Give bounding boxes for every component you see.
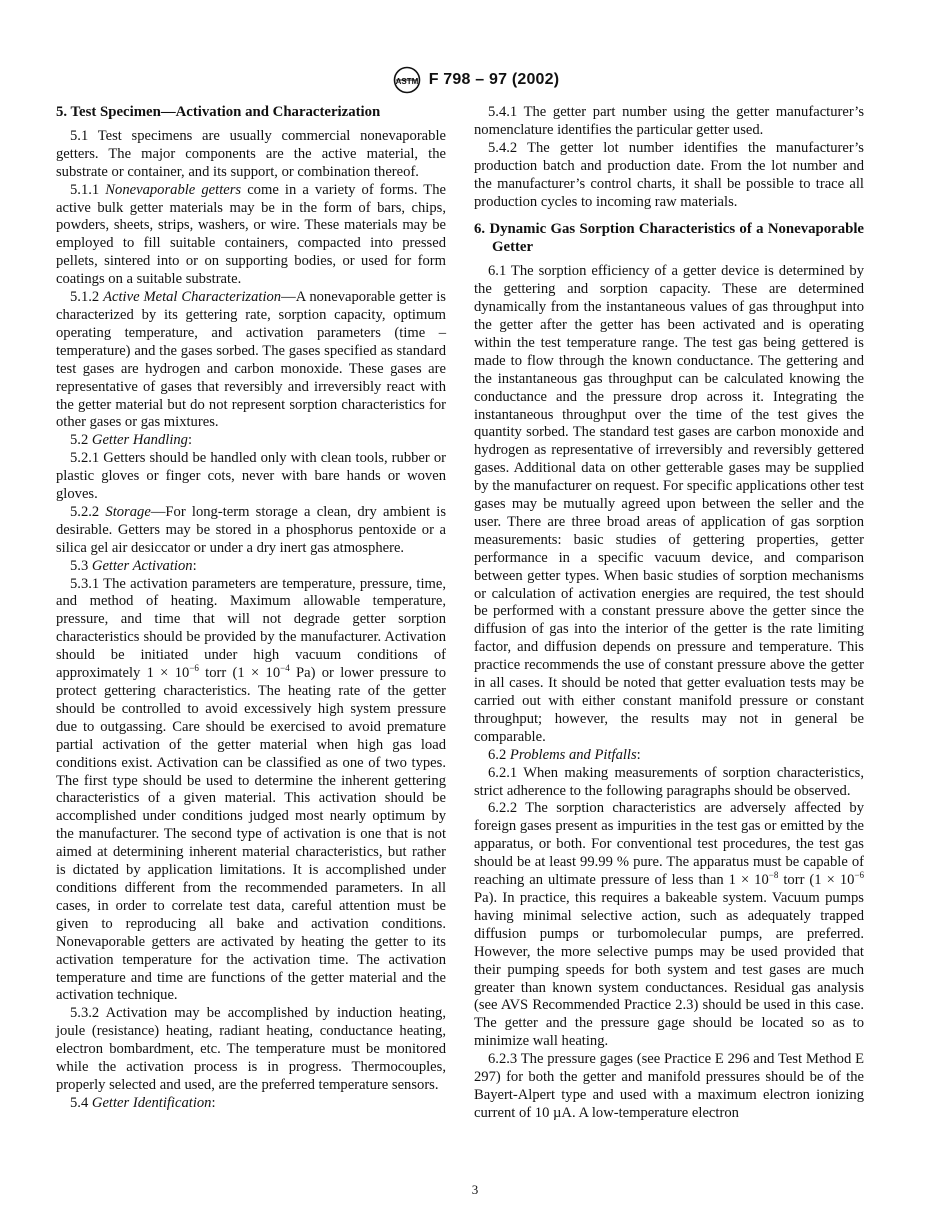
- paragraph-5-1-1: 5.1.1 Nonevaporable getters come in a variety of forms. The active bulk getter materials may be in the form of bars, chips, powders, sheets, strips, washers, or wire. These materials may be employed to fill suitable containers, compacted into pressed pellets, sintered into or on supporting bodies, or used for form coatings on a suitable substrate.: [56, 181, 446, 288]
- paragraph-5-1: 5.1 Test specimens are usually commercial nonevaporable getters. The major components are the active material, the substrate or container, and its support, or combination thereof.: [56, 127, 446, 180]
- paragraph-5-3: 5.3 Getter Activation:: [70, 557, 197, 574]
- paragraph-5-1-2: 5.1.2 Active Metal Characterization—A nonevaporable getter is characterized by its gettering rate, sorption capacity, optimum operating temperature, and activation parameters (time – temperature) and the gases sorbed. The gases specified as standard test gases are hydrogen and carbon monoxide. These gases are representative of gases that reversibly and irreversibly react with the getter material but do not represent sorption characteristics for other gases or gas mixtures.: [56, 289, 446, 431]
- section-6-heading: 6. Dynamic Gas Sorption Characteristics of a Nonevaporable Getter: [474, 221, 864, 256]
- section-5-heading: 5. Test Specimen—Activation and Characterization: [56, 104, 381, 120]
- paragraph-6-2-3: 6.2.3 The pressure gages (see Practice E 296 and Test Method E 297) for both the getter and manifold pressures should be of the Bayert-Alpert type and used with a maximum electron ionizing current of 10 µA. A low-temperature electron: [474, 1051, 864, 1121]
- paragraph-6-1: 6.1 The sorption efficiency of a getter device is determined by the gettering and sorption capacity. These are determined dynamically from the instantaneous values of gas throughput into the getter after the getter has been activated and is operating within the test temperature range. The test gas being gettered is made to flow through the known conductance. The gettering and the instantaneous gas throughput can be calculated knowing the conductance and the pressure drop across it. Integrating the instantaneous throughput over the time of the test gives the quantity sorbed. The standard test gases are carbon monoxide and hydrogen as representative of irreversibly and reversibly gettered gases. Additional data on other getterable gases may be supplied by the manufacturer on request. For specific applications other test gases may be mutually agreed upon between the seller and the user. There are three broad areas of application of gas sorption measurements: basic studies of gettering properties, getter performance in a specific vacuum device, and comparison between getter types. When basic studies of sorption mechanisms or calculation of activation energies are required, the test should be performed with a constant pressure above the getter since the diffusion of gas into the interior of the getter is the rate limiting factor, and diffusion depends on pressure and temperature. This practice recommends the use of constant pressure above the getter in all cases. It should be noted that getter evaluation tests may be carried out with either constant manifold pressure or constant throughput; however, the results may not in general be comparable.: [474, 263, 864, 745]
- document-designation: F 798 – 97 (2002): [428, 71, 560, 88]
- right-column: [474, 104, 864, 1123]
- paragraph-6-2-1: 6.2.1 When making measurements of sorption characteristics, strict adherence to the following paragraphs should be observed.: [474, 764, 864, 799]
- paragraph-5-4-2: 5.4.2 The getter lot number identifies the manufacturer’s production batch and production date. From the lot number and the manufacturer’s control charts, it shall be possible to trace all production cycles to incoming raw materials.: [474, 139, 864, 210]
- svg-text:ASTM: ASTM: [395, 77, 419, 86]
- astm-logo-icon: [391, 66, 423, 94]
- paragraph-5-3-2: 5.3.2 Activation may be accomplished by induction heating, joule (resistance) heating, radiant heating, conductance heating, electron bombardment, etc. The temperature must be monitored while the activation process is in progress. Thermocouples, properly selected and used, are the preferred temperature sensors.: [56, 1005, 446, 1093]
- paragraph-5-2-1: 5.2.1 Getters should be handled only with clean tools, rubber or plastic gloves or finger cots, never with bare hands or woven gloves.: [56, 450, 446, 503]
- page-header: [0, 66, 950, 94]
- paragraph-5-2-2: 5.2.2 Storage—For long-term storage a clean, dry ambient is desirable. Getters may be stored in a phosphorus pentoxide or a silica gel air desiccator or under a dry inert gas atmosphere.: [56, 503, 446, 556]
- left-column: [56, 104, 446, 1113]
- paragraph-5-4: 5.4 Getter Identification:: [70, 1094, 216, 1111]
- paragraph-5-2: 5.2 Getter Handling:: [70, 432, 193, 449]
- paragraph-6-2-2: 6.2.2 The sorption characteristics are adversely affected by foreign gases present as impurities in the test gas or emitted by the apparatus, or both. For conventional test procedures, the test gas should be at least 99.99 % pure. The apparatus must be capable of reaching an ultimate pressure of less than $1 \times 10^{-8}$ torr ($1 \times 10^{-6}$ Pa). In practice, this requires a bakeable system. Vacuum pumps having minimal selective action, such as adequately trapped diffusion pumps or turbomolecular pumps, are preferred. However, the more selective pumps may be used provided that their pumping speeds for both system and test gases are much greater than known system conductances. Residual gas analysis (see AVS Recommended Practice 2.3) should be used in this case. The getter and the pressure gage should be located so as to minimize wall heating.: [474, 800, 864, 1050]
- paragraph-5-4-1: 5.4.1 The getter part number using the getter manufacturer’s nomenclature identifies the particular getter used.: [474, 104, 864, 138]
- page-number: 3: [471, 1182, 479, 1197]
- paragraph-5-3-1: 5.3.1 The activation parameters are temperature, pressure, time, and method of heating. Maximum allowable temperature, pressure, and time that will not degrade getter sorption characteristics should be provided by the manufacturer. Activation should be initiated under high vacuum conditions of approximately $1 \times 10^{-6}$ torr ($1 \times 10^{-4}$ Pa) or lower pressure to protect gettering characteristics. The heating rate of the getter should be controlled to avoid excessively high system pressure due to outgassing. Care should be exercised to avoid premature partial activation of the getter material when high gas load conditions exist. Activation can be classified as one of two types. The first type should be used to determine the inherent gettering characteristics of a given material. This activation should be accomplished under conditions judged most nearly optimum by the manufacturer. The second type of activation is one that is not aimed at determining inherent material characteristics, but rather is dictated by application limitations. It is accomplished under conditions different from the recommended parameters. In all cases, in order to correlate test data, careful attention must be given to reproducing all bake and activation conditions. Nonevaporable getters are activated by heating the getter to its activation temperature for the activation time. The activation temperature and time are functions of the getter material and the activation technique.: [56, 575, 446, 1004]
- paragraph-6-2: 6.2 Problems and Pitfalls:: [488, 746, 641, 763]
